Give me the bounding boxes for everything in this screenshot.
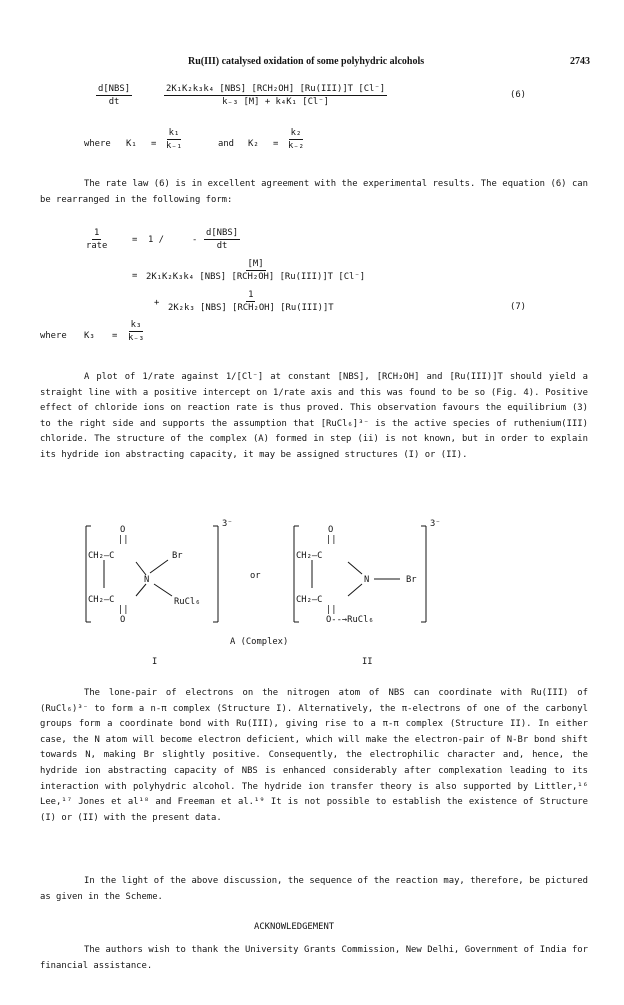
eq6-k2-name: K₂	[248, 139, 259, 149]
s1-oxygen-bottom: O	[120, 615, 126, 625]
s1-bromine: Br	[172, 551, 183, 561]
eq7-middle: 1 /	[148, 235, 165, 245]
eq6-rhs-denominator: k₋₃ [M] + k₄K₁ [Cl⁻]	[222, 97, 329, 107]
eq7-number: (7)	[510, 302, 527, 312]
s1-double-bond-bottom: ||	[118, 605, 129, 615]
s1-charge: 3⁻	[222, 519, 233, 529]
eq7-k3-fraction	[128, 320, 144, 343]
eq6-k1-name: K₁	[126, 139, 137, 149]
running-title: Ru(III) catalysed oxidation of some polyhydric alcohols	[188, 56, 425, 67]
s2-double-bond-top: ||	[326, 535, 337, 545]
s1-ch2-c-bottom: CH₂—C	[88, 595, 115, 605]
eq6-k1-denominator: k₋₁	[166, 141, 183, 151]
complex-caption: A (Complex)	[230, 637, 289, 647]
eq6-k2-equals: =	[273, 139, 279, 149]
s2-o-rucl6: O--→RuCl₆	[326, 615, 374, 625]
s2-bromine: Br	[406, 575, 417, 585]
eq7-k3-name: K₃	[84, 331, 95, 341]
s1-nitrogen: N	[144, 575, 150, 585]
eq7-k3-equals: =	[112, 331, 118, 341]
eq7-term-2-denominator: 2K₂k₃ [NBS] [RCH₂OH] [Ru(III)]T	[168, 303, 334, 313]
eq6-number: (6)	[510, 90, 527, 100]
paragraph-rate-law-text: The rate law (6) is in excellent agreement with the experimental results. The equation (6) can be rearranged in the following form:	[40, 179, 588, 205]
paragraph-scheme-text: In the light of the above discussion, the sequence of the reaction may, therefore, be pictured as given in the Scheme.	[40, 876, 588, 902]
eq7-term-2-numerator: 1	[248, 290, 254, 300]
eq6-k1-numerator: k₁	[168, 128, 180, 138]
s1-ch2-c-top: CH₂—C	[88, 551, 115, 561]
eq6-k2-numerator: k₂	[290, 128, 302, 138]
eq6-rhs-numerator: 2K₁K₂k₃k₄ [NBS] [RCH₂OH] [Ru(III)]T [Cl⁻]	[166, 84, 386, 94]
s1-oxygen-top: O	[120, 525, 126, 535]
s1-rucl6: RuCl₆	[174, 597, 201, 607]
eq7-term-1	[146, 259, 365, 282]
acknowledgement-text: The authors wish to thank the University Grants Commission, New Delhi, Government of India for financial assistance.	[40, 945, 588, 971]
eq7-lhs-numerator: 1	[94, 228, 100, 238]
structure-label-i: I	[152, 657, 158, 667]
eq7-minus: -	[192, 235, 198, 245]
s2-charge: 3⁻	[430, 519, 441, 529]
paragraph-lone-pair	[40, 686, 588, 826]
eq7-plus: +	[154, 298, 160, 308]
s2-ch2-c-top: CH₂—C	[296, 551, 323, 561]
s2-ch2-c-bottom: CH₂—C	[296, 595, 323, 605]
eq6-lhs	[96, 84, 132, 107]
eq6-k2-fraction	[288, 128, 304, 151]
eq7-term-2	[168, 290, 334, 313]
eq6-k1-fraction	[166, 128, 182, 151]
eq6-lhs-denominator: dt	[108, 97, 120, 107]
s1-double-bond-top: ||	[118, 535, 129, 545]
paragraph-plot-text: A plot of 1/rate against 1/[Cl⁻] at constant [NBS], [RCH₂OH] and [Ru(III)]T should yield a straight line with a positive intercept on 1/rate axis and this was found to be so (Fig. 4). Positive effect of chloride ions on reaction rate is thus proved. This observation favours the equilibrium (3) to the right side and supports the assumption that [RuCl₆]³⁻ is the active species of ruthenium(III) chloride. The structure of the complex (A) formed in step (ii) is not known, but in order to explain its hydride ion abstracting capacity, it may be assigned structures (I) or (II).	[40, 372, 588, 460]
acknowledgement-block	[40, 943, 588, 974]
eq7-k3-denominator: k₋₃	[128, 333, 145, 343]
paragraph-plot	[40, 370, 588, 464]
eq7-lhs	[86, 228, 107, 251]
eq7-rate-fraction	[204, 228, 240, 251]
s2-oxygen-top: O	[328, 525, 334, 535]
paragraph-lone-pair-text: The lone-pair of electrons on the nitrogen atom of NBS can coordinate with Ru(III) of (RuCl₆)³⁻ to form a n-π complex (Structure I). Alternatively, the π-electrons of one of the carbonyl groups form a coordinate bond with Ru(III), giving rise to a π-π complex (Structure II). In either case, the N atom will become electron deficient, which will make the electron-pair of N-Br bond shift towards N, making Br slightly positive. Consequently, the electrophilic character and, hence, the hydride ion abstracting capacity of NBS is enhanced considerably after complexation leading to its interaction with polyhydric alcohol. The hydride ion transfer theory is also supported by Littler,¹⁶ Lee,¹⁷ Jones et al¹⁸ and Freeman et al.¹⁹ It is not possible to establish the existence of Structure (I) or (II) with the present data.	[40, 688, 588, 823]
eq7-lhs-denominator: rate	[86, 241, 108, 251]
or-label: or	[250, 571, 261, 581]
paragraph-scheme	[40, 874, 588, 905]
s2-double-bond-bottom: ||	[326, 605, 337, 615]
eq7-term-1-denominator: 2K₁K₂K₃k₄ [NBS] [RCH₂OH] [Ru(III)]T [Cl⁻]	[146, 272, 366, 282]
eq7-equals-2: =	[132, 271, 138, 281]
paragraph-rate-law	[40, 177, 588, 208]
page-number: 2743	[570, 56, 590, 67]
eq6-k2-denominator: k₋₂	[288, 141, 305, 151]
eq6-where-label: where	[84, 139, 111, 149]
eq7-term-1-numerator: [M]	[247, 259, 264, 269]
complex-structures-diagram	[80, 518, 460, 668]
eq6-and-label: and	[218, 139, 235, 149]
eq7-equals-1: =	[132, 235, 138, 245]
eq6-lhs-numerator: d[NBS]	[98, 84, 131, 94]
eq7-k3-numerator: k₃	[130, 320, 142, 330]
structure-label-ii: II	[362, 657, 373, 667]
acknowledgement-heading: ACKNOWLEDGEMENT	[254, 922, 335, 932]
eq7-where-label: where	[40, 331, 67, 341]
eq7-rate-numerator: d[NBS]	[206, 228, 239, 238]
eq6-k1-equals: =	[151, 139, 157, 149]
eq6-rhs	[164, 84, 387, 107]
eq7-rate-denominator: dt	[216, 241, 228, 251]
s2-nitrogen: N	[364, 575, 370, 585]
